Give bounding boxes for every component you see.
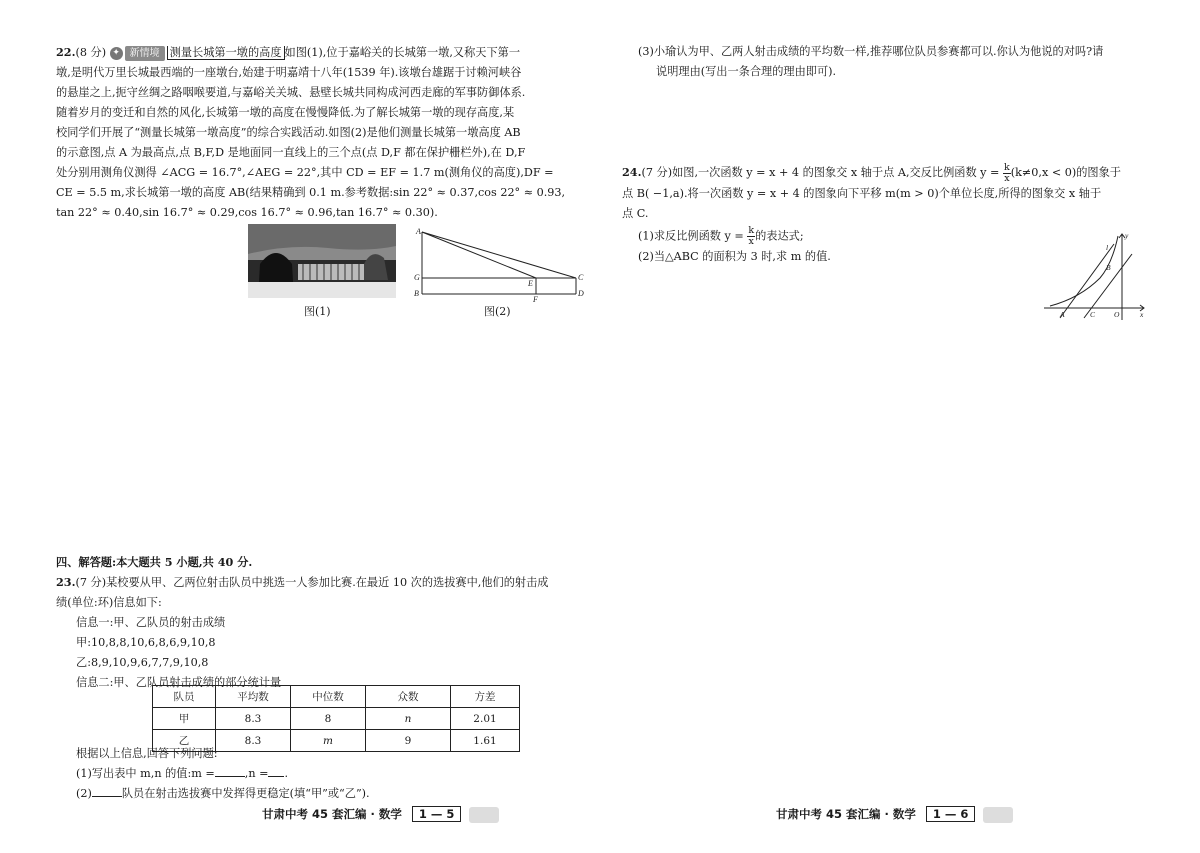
q24-text1: 如图,一次函数 y = x + 4 的图象交 x 轴于点 A,交反比例函数 y = [672,166,1000,179]
table-cell: 乙 [153,730,216,752]
q22-line-1: 墩,是明代万里长城最西端的一座墩台,始建于明嘉靖十八年(1539 年).该墩台雄踞于讨赖河峡谷 [56,66,522,79]
q24-line3: 点 C. [622,206,649,220]
q24-sub1-text2: 的表达式; [755,229,804,242]
star-icon: ✦ [110,47,123,60]
q24-sub2: (2)当△ABC 的面积为 3 时,求 m 的值. [638,249,831,263]
great-wall-photo [248,224,396,298]
publisher-logo-icon [469,807,499,823]
measurement-diagram [412,224,588,302]
label-A: A [1060,310,1065,319]
q23-sub1-text2: ,n = [244,767,269,780]
q23-sub2-text2: 队员在射击选拔赛中发挥得更稳定(填“甲”或“乙”). [121,787,370,800]
answer-blank-n[interactable] [268,764,284,777]
q23-sub1-end: . [284,767,289,780]
left-column [56,42,586,223]
q24-text1b: (k≠0,x < 0)的图象于 [1010,166,1121,179]
q23-sub3-line1: (3)小瑜认为甲、乙两人射击成绩的平均数一样,推荐哪位队员参赛都可以.你认为他说的对吗?请 [638,45,1104,58]
table-cell: 2.01 [451,708,520,730]
section-heading: 四、解答题:本大题共 5 小题,共 40 分. [56,555,253,569]
q22-number: 22. [56,45,76,59]
q22-line-6: 处分别用测角仪测得 ∠ACG = 16.7°,∠AEG = 22°,其中 CD = EF = 1.7 m(测角仪的高度),DF = [56,166,554,179]
q23-info1: 信息一:甲、乙队员的射击成绩 [76,616,226,629]
table-cell: m [291,730,366,752]
table-header: 平均数 [216,686,291,708]
footer-left [262,806,499,823]
label-F: F [533,295,538,302]
table-cell: 8.3 [216,730,291,752]
table-header: 众数 [366,686,451,708]
function-graph [1040,228,1150,322]
table-cell: 甲 [153,708,216,730]
label-A: A [416,227,421,236]
q24-line1 [622,162,1152,184]
table-header: 队员 [153,686,216,708]
q22-line-0: 如图(1),位于嘉峪关的长城第一墩,又称天下第一 [284,46,521,59]
q23-sub2 [56,784,586,804]
q22-line-7: CE = 5.5 m,求长城第一墩的高度 AB(结果精确到 0.1 m.参考数据:sin 22° ≈ 0.37,cos 22° ≈ 0.93, [56,186,566,199]
label-B: B [414,289,419,298]
table-cell: 1.61 [451,730,520,752]
label-C: C [578,273,584,282]
q23-yi-scores: 乙:8,9,10,9,6,7,7,9,10,8 [76,656,209,669]
label-B: B [1106,263,1111,272]
q24-line2: 点 B( −1,a).将一次函数 y = x + 4 的图象向下平移 m(m > 0)个单位长度,所得的图象交 x 轴于 [622,186,1102,200]
answer-blank-player[interactable] [92,784,122,797]
q23-number: 23. [56,575,76,589]
q22-first-line [56,42,586,63]
fig2-caption: 图(2) [484,305,511,318]
label-O: O [1114,310,1120,319]
q23-questions [56,744,586,804]
q23-sub1 [56,764,586,784]
table-header: 方差 [451,686,520,708]
table-header-row [153,686,520,708]
q23-score: (7 分) [75,576,107,589]
answer-blank-m[interactable] [215,764,245,777]
q22-line-2: 的悬崖之上,扼守丝绸之路咽喉要道,与嘉峪关关城、悬壁长城共同构成河西走廊的军事防御体系. [56,86,526,99]
table-header: 中位数 [291,686,366,708]
q22-line-4: 校同学们开展了“测量长城第一墩高度”的综合实践活动.如图(2)是他们测量长城第一墩高度 AB [56,126,521,139]
stats-table [152,685,520,752]
q23-block [56,552,586,693]
label-G: G [414,273,420,282]
q23-sub1-text: (1)写出表中 m,n 的值:m = [76,767,215,780]
q24-number: 24. [622,165,642,179]
q23-prompt: 根据以上信息,回答下列问题: [76,747,218,760]
label-y: y [1125,231,1129,240]
q23-line1 [56,572,586,593]
label-E: E [528,279,533,288]
footer-title: 甘肃中考 45 套汇编 · 数学 [776,807,916,821]
label-l: l [1106,243,1109,252]
page-number: 1 — 6 [926,806,976,822]
table-cell: 8.3 [216,708,291,730]
q23-line2: 绩(单位:环)信息如下: [56,596,162,609]
label-D: D [578,289,584,298]
q23-info2: 信息二:甲、乙队员射击成绩的部分统计量 [76,676,282,689]
q22-line-5: 的示意图,点 A 为最高点,点 B,F,D 是地面同一直线上的三个点(点 D,F 都在保护栅栏外),在 D,F [56,146,526,159]
footer-right [776,806,1013,823]
q23-text1: 某校要从甲、乙两位射击队员中挑选一人参加比赛.在最近 10 次的选拔赛中,他们的射击成 [106,576,549,589]
publisher-logo-icon [983,807,1013,823]
q24-score: (7 分) [641,166,673,179]
table-cell: 9 [366,730,451,752]
q22-line-8: tan 22° ≈ 0.40,sin 16.7° ≈ 0.29,cos 16.7° ≈ 0.96,tan 16.7° ≈ 0.30). [56,206,438,219]
q22-tag: 新情境 [125,46,165,61]
q23-sub2-text: (2) [76,787,92,800]
q23-sub3-line2: 说明理由(写出一条合理的理由即可). [656,65,837,78]
fraction-k-over-x: $\frac{k}{x}$ [1004,161,1010,184]
table-cell: 8 [291,708,366,730]
q24-sub1-text: (1)求反比例函数 y = [638,229,744,242]
q22-score: (8 分) [75,46,107,59]
label-C: C [1090,310,1096,319]
table-row [153,708,520,730]
q22-topic: 测量长城第一墩的高度 [167,46,285,60]
table-cell: n [366,708,451,730]
q22-line-3: 随着岁月的变迁和自然的风化,长城第一墩的高度在慢慢降低.为了解长城第一墩的现存高度,某 [56,106,515,119]
page-number: 1 — 5 [412,806,462,822]
q23-jia-scores: 甲:10,8,8,10,6,8,6,9,10,8 [76,636,216,649]
fraction-k-over-x: $\frac{k}{x}$ [748,224,755,247]
label-x: x [1140,310,1144,319]
right-column [622,42,1152,82]
fig1-caption: 图(1) [304,305,331,318]
footer-title: 甘肃中考 45 套汇编 · 数学 [262,807,402,821]
